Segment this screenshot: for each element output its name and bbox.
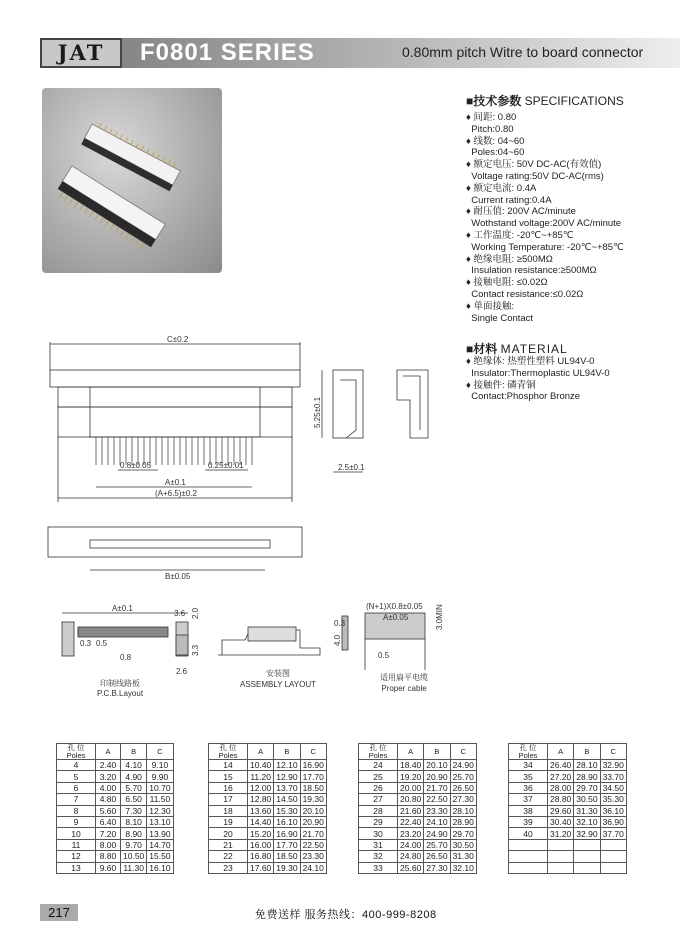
table-row: 9 6.40 8.10 13.10 — [57, 816, 174, 827]
table-row: 10 7.20 8.90 13.90 — [57, 828, 174, 839]
table-row: 33 25.60 27.30 32.10 — [359, 862, 477, 873]
material-item-en: Contact:Phosphor Bronze — [471, 391, 581, 403]
table-header-row — [209, 744, 327, 760]
pcb-dim-33: 3.3 — [191, 644, 200, 656]
cable-dim-05: 0.5 — [378, 651, 390, 660]
table-row: 29 22.40 24.10 28.90 — [359, 816, 477, 827]
col-b-header: B — [424, 744, 450, 760]
pcb-dim-08: 0.8 — [120, 653, 132, 662]
material-heading: ■材料 MATERIAL — [466, 342, 568, 356]
dim-c: C±0.2 — [167, 335, 189, 344]
table-row — [509, 862, 627, 873]
table-row: 24 18.40 20.10 24.90 — [359, 760, 477, 771]
material-item-en: Insulator:Thermoplastic UL94V-0 — [471, 367, 610, 379]
table-row — [509, 851, 627, 862]
poles-header: 孔 位 Poles — [359, 744, 398, 760]
poles-header: 孔 位 Poles — [509, 744, 548, 760]
cable-dim-top: (N+1)X0.8±0.05 — [366, 602, 423, 611]
spec-item: ♦ 线数: 04~60 — [466, 135, 525, 147]
col-a-header: A — [548, 744, 574, 760]
table-row: 15 11.20 12.90 17.70 — [209, 771, 327, 782]
table-row: 25 19.20 20.90 25.70 — [359, 771, 477, 782]
spec-item-en: Poles:04~60 — [471, 147, 525, 159]
table-row: 14 10.40 12.10 16.90 — [209, 760, 327, 771]
col-c-header: C — [450, 744, 476, 760]
pcb-caption-cn: 印制线路板 — [100, 679, 140, 688]
spec-item-en: Current rating:0.4A — [471, 194, 552, 206]
pcb-dim-36: 3.6 — [174, 609, 186, 618]
spec-item-en: Working Temperature: -20℃~+85℃ — [471, 241, 624, 253]
table-row: 22 16.80 18.50 23.30 — [209, 851, 327, 862]
table-row: 13 9.60 11.30 16.10 — [57, 862, 174, 873]
dim-a-plus: (A+6.5)±0.2 — [155, 489, 197, 498]
dim-b: B±0.05 — [165, 572, 191, 581]
table-row: 28 21.60 23.30 28.10 — [359, 805, 477, 816]
poles-header: 孔 位 Poles — [57, 744, 96, 760]
product-photo — [42, 88, 222, 273]
page-number: 217 — [40, 904, 78, 921]
cable-dim-03: 0.3 — [334, 619, 346, 628]
dim-width: 0.25±0.01 — [208, 461, 244, 470]
col-c-header: C — [600, 744, 626, 760]
table-row: 18 13.60 15.30 20.10 — [209, 805, 327, 816]
spec-item: ♦ 接触电阻: ≤0.02Ω — [466, 277, 548, 289]
col-b-header: B — [574, 744, 600, 760]
table-header-row — [57, 744, 174, 760]
dimension-table-2 — [208, 743, 327, 874]
table-header-row — [509, 744, 627, 760]
cable-caption-en: Proper cable — [381, 684, 427, 693]
spec-item: ♦ 间距: 0.80 — [466, 112, 517, 123]
table-row: 32 24.80 26.50 31.30 — [359, 851, 477, 862]
pcb-dim-03: 0.3 — [80, 639, 92, 648]
spec-item-en: Wothstand voltage:200V AC/minute — [471, 218, 622, 230]
assembly-caption-cn: 安装图 — [266, 669, 290, 678]
table-row: 17 12.80 14.50 19.30 — [209, 794, 327, 805]
pcb-caption-en: P.C.B.Layout — [96, 689, 144, 698]
table-row: 27 20.80 22.50 27.30 — [359, 794, 477, 805]
dim-pitch: 0.8±0.05 — [120, 461, 152, 470]
spec-item-en: Single Contact — [471, 312, 534, 324]
spec-item-en: Insulation resistance:≥500MΩ — [471, 265, 597, 277]
pcb-dim-05: 0.5 — [96, 639, 108, 648]
cable-dim-40: 4.0 — [333, 634, 342, 646]
spec-item: ♦ 额定电流: 0.4A — [466, 182, 537, 194]
col-a-header: A — [398, 744, 424, 760]
spec-item: ♦ 工作温度: -20℃~+85℃ — [466, 229, 574, 241]
table-row: 39 30.40 32.10 36.90 — [509, 816, 627, 827]
pcb-dim-26: 2.6 — [176, 667, 188, 676]
col-c-header: C — [300, 744, 326, 760]
table-row: 19 14.40 16.10 20.90 — [209, 816, 327, 827]
spec-item-en: Pitch:0.80 — [471, 123, 514, 135]
dim-depth: 2.5±0.1 — [338, 463, 365, 472]
spec-item: ♦ 单面接触: — [466, 300, 515, 312]
specifications-list — [466, 112, 624, 324]
spec-item-en: Contact resistance:≤0.02Ω — [471, 288, 584, 300]
pcb-dim-20: 2.0 — [191, 607, 200, 619]
assembly-caption-en: ASSEMBLY LAYOUT — [239, 680, 317, 689]
poles-header: 孔 位 Poles — [209, 744, 248, 760]
table-row: 37 28.80 30.50 35.30 — [509, 794, 627, 805]
col-c-header: C — [147, 744, 173, 760]
spec-item-en: Voltage rating:50V DC-AC(rms) — [471, 170, 604, 182]
material-list — [466, 356, 610, 403]
dimension-table-1 — [56, 743, 174, 874]
table-row: 40 31.20 32.90 37.70 — [509, 828, 627, 839]
table-header-row — [359, 744, 477, 760]
spec-heading-en: SPECIFICATIONS — [524, 94, 624, 108]
table-row — [509, 839, 627, 850]
footer-hotline: 免费送样 服务热线：400-999-8208 — [255, 909, 437, 921]
specifications-heading: ■技术参数 SPECIFICATIONS — [466, 94, 624, 108]
table-row: 7 4.80 6.50 11.50 — [57, 794, 174, 805]
dimension-table-3 — [358, 743, 477, 874]
table-row: 11 8.00 9.70 14.70 — [57, 839, 174, 850]
technical-drawings — [0, 330, 460, 700]
series-subtitle: 0.80mm pitch Witre to board connector — [402, 44, 644, 60]
table-row: 6 4.00 5.70 10.70 — [57, 782, 174, 793]
table-row: 20 15.20 16.90 21.70 — [209, 828, 327, 839]
table-row: 5 3.20 4.90 9.90 — [57, 771, 174, 782]
table-row: 34 26.40 28.10 32.90 — [509, 760, 627, 771]
col-a-header: A — [96, 744, 121, 760]
cable-dim-30: 3.0MIN — [435, 604, 444, 630]
spec-item: ♦ 耐压值: 200V AC/minute — [466, 206, 576, 218]
table-row: 31 24.00 25.70 30.50 — [359, 839, 477, 850]
table-row: 8 5.60 7.30 12.30 — [57, 805, 174, 816]
table-row: 36 28.00 29.70 34.50 — [509, 782, 627, 793]
material-item: ♦ 接触件: 磷青铜 — [466, 379, 536, 391]
table-row: 21 16.00 17.70 22.50 — [209, 839, 327, 850]
spec-item: ♦ 额定电压: 50V DC-AC(有效值) — [466, 159, 602, 171]
col-b-header: B — [121, 744, 147, 760]
table-row: 12 8.80 10.50 15.50 — [57, 851, 174, 862]
table-row: 26 20.00 21.70 26.50 — [359, 782, 477, 793]
table-row: 16 12.00 13.70 18.50 — [209, 782, 327, 793]
cable-caption-cn: 适用扁平电缆 — [380, 673, 428, 682]
dim-height: 5.25±0.1 — [313, 396, 322, 428]
table-row: 4 2.40 4.10 9.10 — [57, 760, 174, 771]
table-row: 38 29.60 31.30 36.10 — [509, 805, 627, 816]
material-item: ♦ 绝缘体: 热塑性塑料 UL94V-0 — [466, 356, 595, 367]
series-title: F0801 SERIES — [140, 39, 315, 66]
spec-item: ♦ 绝缘电阻: ≥500MΩ — [466, 253, 553, 265]
table-row: 30 23.20 24.90 29.70 — [359, 828, 477, 839]
spec-heading-cn: 技术参数 — [473, 94, 522, 108]
pcb-dim-a: A±0.1 — [112, 604, 133, 613]
col-a-header: A — [248, 744, 274, 760]
dimension-table-4 — [508, 743, 627, 874]
brand-logo: JAT — [40, 38, 122, 68]
col-b-header: B — [274, 744, 300, 760]
cable-dim-a: A±0.05 — [383, 613, 409, 622]
dim-a: A±0.1 — [165, 478, 186, 487]
table-row: 23 17.60 19.30 24.10 — [209, 862, 327, 873]
table-row: 35 27.20 28.90 33.70 — [509, 771, 627, 782]
